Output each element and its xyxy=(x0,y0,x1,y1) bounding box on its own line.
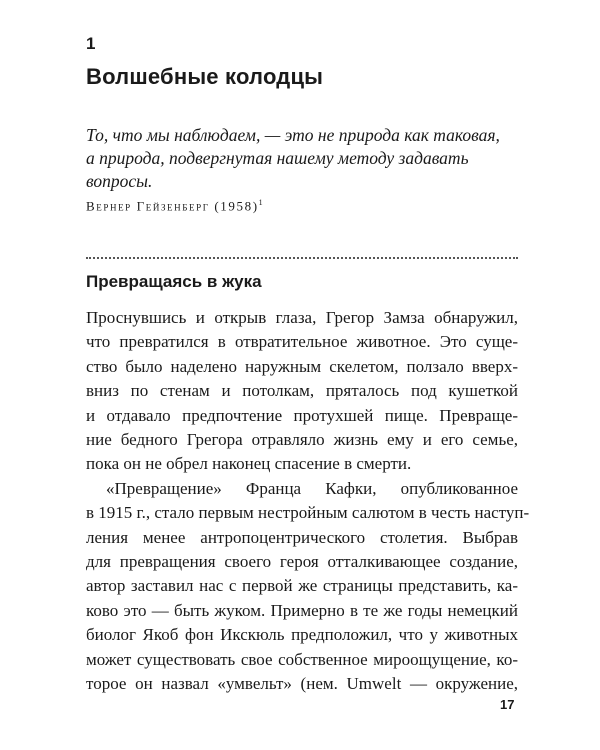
section-divider xyxy=(86,257,518,259)
body-line: ково это — быть жуком. Примерно в те же годы немецкий xyxy=(86,600,518,620)
chapter-number: 1 xyxy=(86,34,96,53)
epigraph-line: То, что мы наблюдаем, — это не природа как таковая, xyxy=(86,125,500,145)
epigraph-attribution xyxy=(86,198,263,214)
epigraph-quote xyxy=(86,124,526,193)
footnote-mark: 1 xyxy=(258,198,263,207)
body-line: для превращения своего героя отталкивающее создание, xyxy=(86,552,518,572)
body-line: вниз по стенам и потолкам, пряталось под кушеткой xyxy=(86,381,518,401)
body-line: и отдавало предпочтение протухшей пище. Превраще- xyxy=(86,405,518,425)
section-title: Превращаясь в жука xyxy=(86,272,262,291)
body-line: «Превращение» Франца Кафки, опубликованное xyxy=(106,478,518,498)
body-line: торое он назвал «умвельт» (нем. Umwelt — окружение, xyxy=(86,674,518,694)
epigraph-line: вопросы. xyxy=(86,171,153,191)
epigraph-line: а природа, подвергнутая нашему методу задавать xyxy=(86,148,469,168)
body-text xyxy=(86,306,530,697)
page-number: 17 xyxy=(500,697,515,712)
body-line: пока он не обрел наконец спасение в смерти. xyxy=(86,454,412,474)
epigraph-author: Вернер Гейзенберг (1958) xyxy=(86,198,259,214)
body-line: ления менее антропоцентрического столетия. Выбрав xyxy=(86,527,518,547)
body-line: ство было наделено наружным скелетом, ползало вверх- xyxy=(86,356,518,376)
chapter-title: Волшебные колодцы xyxy=(86,64,324,89)
body-line: биолог Якоб фон Икскюль предположил, что у животных xyxy=(86,625,518,645)
body-line: может существовать свое собственное мироощущение, ко- xyxy=(86,649,518,669)
body-line: автор заставил нас с первой же страницы представить, ка- xyxy=(86,576,518,596)
body-line: Проснувшись и открыв глаза, Грегор Замза обнаружил, xyxy=(86,308,518,327)
body-line: в 1915 г., стало первым нестройным салютом в честь наступ- xyxy=(86,503,530,523)
body-line: ние бедного Грегора отравляло жизнь ему и его семье, xyxy=(86,430,518,450)
body-line: что превратился в отвратительное животное. Это суще- xyxy=(86,332,518,352)
